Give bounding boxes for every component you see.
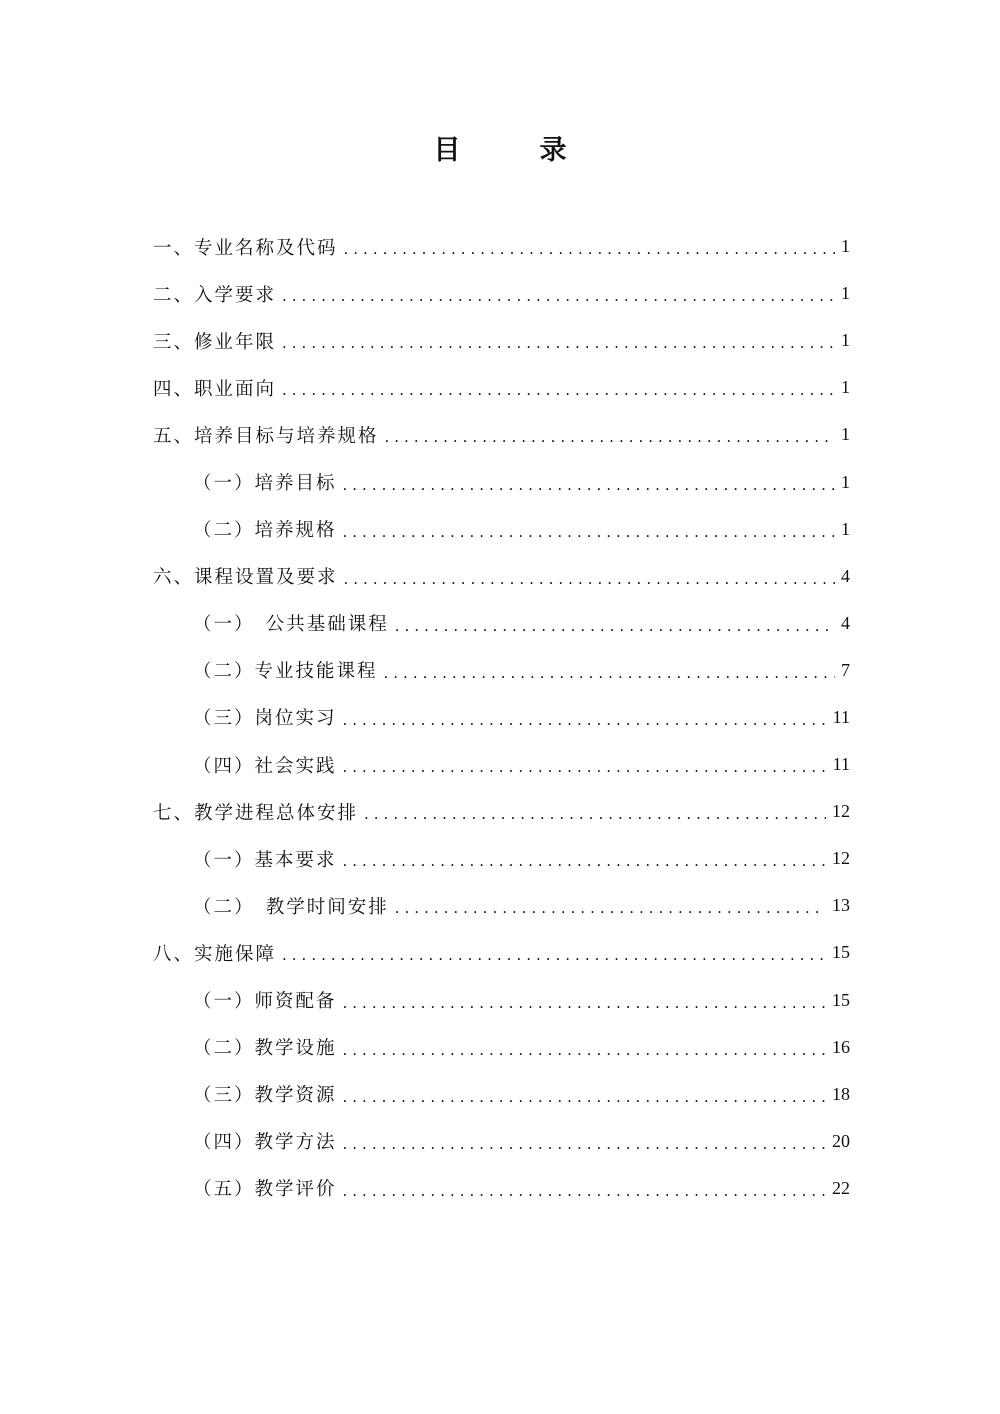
toc-entry-label: 六、课程设置及要求 [153,567,338,589]
toc-dot-leader [343,1137,826,1152]
toc-subentry[interactable] [153,1024,850,1071]
toc-subentry[interactable] [153,647,850,694]
toc-dot-leader [282,289,835,304]
toc-dot-leader [344,572,835,587]
toc-entry[interactable] [153,929,850,976]
toc-entry-label: （五）教学评价 [193,1179,337,1201]
toc-dot-leader [344,242,835,257]
toc-dot-leader [343,1184,826,1199]
toc-page-number: 1 [841,377,850,398]
toc-dot-leader [343,713,827,728]
toc-entry-label: （四）社会实践 [193,755,337,777]
toc-subentry[interactable] [153,835,850,882]
toc-dot-leader [343,996,826,1011]
toc-subentry[interactable] [153,977,850,1024]
toc-dot-leader [343,525,835,540]
toc-entry-label: （一）培养目标 [193,473,337,495]
toc-page-number: 12 [832,801,850,822]
toc-page-number: 15 [832,989,850,1010]
toc-page-number: 1 [841,471,850,492]
toc-entry-label: 三、修业年限 [153,331,277,353]
toc-entry[interactable] [153,411,850,458]
toc-dot-leader [343,854,826,869]
toc-entry-label: 一、专业名称及代码 [153,237,338,259]
toc-dot-leader [343,1090,826,1105]
toc-subentry[interactable] [153,694,850,741]
toc-dot-leader [282,383,835,398]
toc-subentry[interactable] [153,1165,850,1212]
toc-page-number: 1 [841,518,850,539]
toc-dot-leader [395,619,835,634]
toc-entry-label: 二、入学要求 [153,284,277,306]
toc-dot-leader [395,901,826,916]
toc-entry-label: （三）岗位实习 [193,708,337,730]
toc-page-number: 12 [832,848,850,869]
toc-entry-label: （一） 公共基础课程 [193,614,389,636]
toc-subentry[interactable] [153,882,850,929]
toc-subentry[interactable] [153,458,850,505]
toc-page-number: 16 [832,1036,850,1057]
toc-page-number: 1 [841,424,850,445]
toc-dot-leader [385,430,835,445]
toc-page-number: 1 [841,283,850,304]
toc-dot-leader [343,1043,826,1058]
toc-page-number: 11 [832,706,850,727]
toc-entry-label: （二）专业技能课程 [193,661,378,683]
toc-subentry[interactable] [153,600,850,647]
toc-entry-label: （二）培养规格 [193,520,337,542]
toc-entry-label: 八、实施保障 [153,943,277,965]
toc-dot-leader [343,478,835,493]
toc-entry-label: （二）教学设施 [193,1038,337,1060]
toc-entry-label: （四）教学方法 [193,1132,337,1154]
toc-entry-label: （三）教学资源 [193,1085,337,1107]
toc-subentry[interactable] [153,506,850,553]
toc-entry-label: 四、职业面向 [153,378,277,400]
toc-entry[interactable] [153,317,850,364]
toc-entry[interactable] [153,788,850,835]
table-of-contents [153,223,850,1212]
toc-entry-label: 七、教学进程总体安排 [153,802,359,824]
toc-subentry[interactable] [153,741,850,788]
toc-dot-leader [384,666,835,681]
toc-dot-leader [282,948,826,963]
toc-page-number: 4 [841,565,850,586]
toc-entry[interactable] [153,223,850,270]
page-title: 目 录 [433,135,593,166]
toc-entry-label: （一）师资配备 [193,991,337,1013]
toc-dot-leader [343,760,827,775]
toc-page-number: 15 [832,942,850,963]
toc-entry[interactable] [153,270,850,317]
toc-page-number: 4 [841,612,850,633]
toc-page-number: 22 [832,1177,850,1198]
toc-page-number: 1 [841,330,850,351]
toc-entry-label: 五、培养目标与培养规格 [153,425,379,447]
toc-page-number: 7 [841,659,850,680]
toc-page-number: 13 [832,895,850,916]
toc-subentry[interactable] [153,1118,850,1165]
toc-dot-leader [282,336,835,351]
toc-entry[interactable] [153,364,850,411]
toc-entry[interactable] [153,553,850,600]
toc-subentry[interactable] [153,1071,850,1118]
toc-page-number: 11 [832,754,850,775]
toc-page-number: 20 [832,1130,850,1151]
toc-entry-label: （二） 教学时间安排 [193,896,389,918]
toc-page-number: 1 [841,236,850,257]
toc-page-number: 18 [832,1083,850,1104]
toc-entry-label: （一）基本要求 [193,849,337,871]
toc-dot-leader [364,807,826,822]
